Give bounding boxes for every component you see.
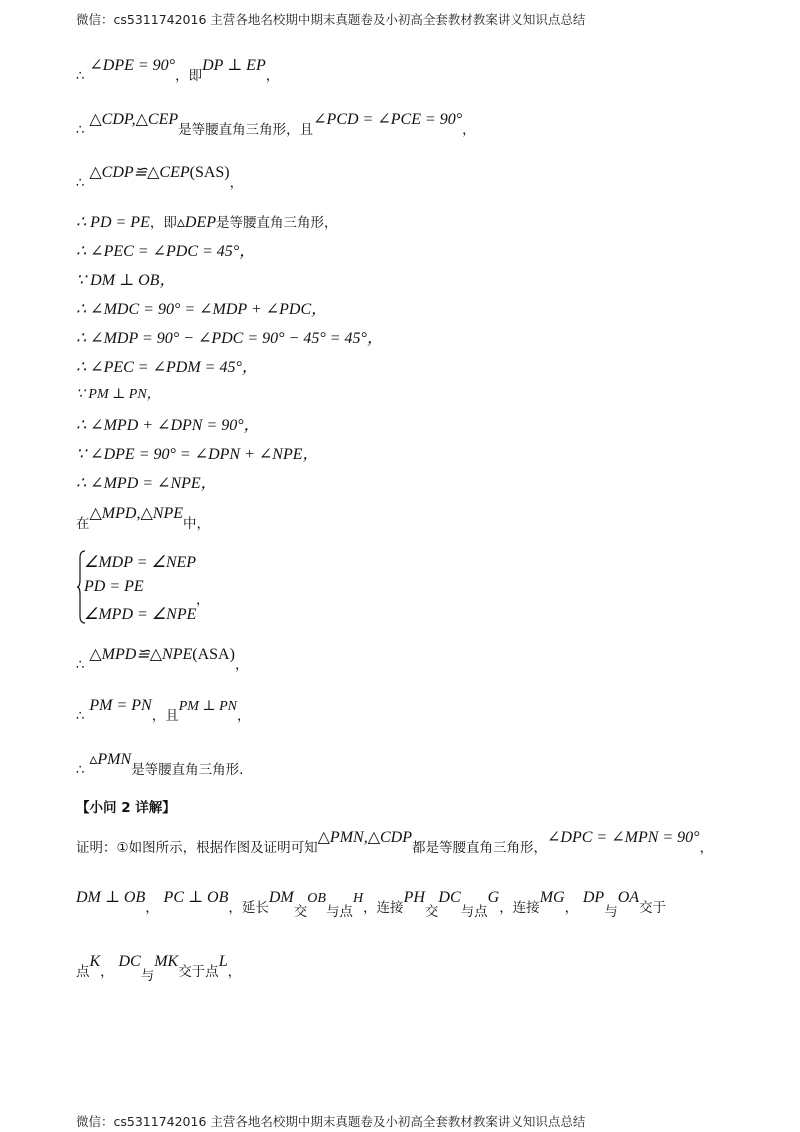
text: ， — [265, 68, 280, 84]
text: 与 — [140, 968, 155, 984]
text: 交于点 — [178, 964, 219, 980]
text: ， — [227, 964, 242, 980]
proof-line-16 — [76, 697, 251, 726]
text: 点 — [76, 964, 90, 980]
text: 中， — [182, 516, 210, 532]
math-expr: △PMN,△CDP — [317, 829, 412, 846]
text: 是等腰直角三角形，且 — [178, 122, 314, 138]
math-expr: ∴ PD = PE — [76, 214, 150, 231]
math-expr: ▵PMN — [89, 751, 132, 768]
proof-line-15 — [76, 646, 249, 674]
proof-line-17 — [76, 751, 244, 779]
text: 与点 — [460, 904, 488, 920]
math-expr: PC ⊥ OB — [163, 889, 229, 906]
math-expr: MG — [539, 889, 565, 906]
math-expr: PM = PN — [89, 697, 152, 714]
math-expr: △CDP≌△CEP — [89, 164, 190, 181]
para-line-1 — [76, 829, 714, 857]
math-expr: DC — [438, 889, 461, 906]
therefore-symbol: ∴ — [76, 122, 85, 138]
text: ， — [100, 964, 114, 980]
math-expr: DP ⊥ EP — [202, 57, 266, 74]
math-expr: PH — [403, 889, 425, 906]
therefore-symbol: ∴ — [76, 762, 85, 778]
section-heading: 【小问 2 详解】 — [76, 800, 176, 816]
text: 交 — [293, 904, 308, 920]
text: ， — [145, 900, 159, 916]
text: 与 — [604, 904, 618, 920]
proof-line-7: ∴ ∠MDC = 90° = ∠MDP + ∠PDC， — [76, 301, 328, 318]
math-expr: ∠DPC = ∠MPN = 90° — [547, 829, 700, 846]
math-expr: G — [487, 889, 500, 906]
text: ， — [564, 900, 579, 916]
text: 在 — [76, 516, 90, 532]
proof-line-4 — [76, 213, 338, 232]
math-expr: △MPD,△NPE — [89, 505, 183, 522]
text: 交 — [424, 904, 439, 920]
proof-line-5: ∴ ∠PEC = ∠PDC = 45°， — [76, 243, 256, 260]
proof-line-10: ∵ PM ⊥ PN， — [76, 387, 161, 402]
text: 证明：①如图所示，根据作图及证明可知 — [76, 840, 318, 856]
para-line-3 — [76, 953, 242, 984]
para-line-2 — [76, 889, 667, 920]
text: ，连接 — [363, 900, 404, 916]
therefore-symbol: ∴ — [76, 708, 85, 724]
therefore-symbol: ∴ — [76, 657, 85, 673]
math-expr: PM ⊥ PN — [178, 699, 237, 714]
math-expr: ∠DPE = 90° — [89, 57, 176, 74]
proof-line-13: ∴ ∠MPD = ∠NPE， — [76, 475, 217, 492]
math-expr: DP — [582, 889, 605, 906]
proof-line-1 — [76, 57, 280, 85]
text: ，且 — [151, 708, 179, 724]
math-expr: (SAS) — [189, 164, 230, 181]
math-expr: ∠PCD = ∠PCE = 90° — [313, 111, 463, 128]
text: 交于 — [639, 900, 667, 916]
math-expr: MK — [154, 953, 179, 970]
math-expr: DM ⊥ OB — [76, 889, 146, 906]
math-expr: DC — [118, 953, 141, 970]
proof-line-6: ∵ DM ⊥ OB， — [76, 272, 176, 289]
therefore-symbol: ∴ — [76, 68, 85, 84]
math-expr: △MPD≌△NPE — [89, 646, 193, 663]
math-expr: △CDP,△CEP — [89, 111, 179, 128]
text: ，延长 — [228, 900, 269, 916]
proof-line-8: ∴ ∠MDP = 90° − ∠PDC = 90° − 45° = 45°， — [76, 330, 383, 347]
math-expr: (ASA) — [192, 646, 235, 663]
math-expr: OA — [617, 889, 640, 906]
text: ， — [234, 657, 249, 673]
text: ， — [196, 592, 210, 608]
system-line-3: ∠MPD = ∠NPE — [84, 606, 197, 623]
text: ，即 — [175, 68, 203, 84]
proof-line-3 — [76, 164, 244, 192]
page-footer: 微信：cs5311742016 主营各地名校期中期末真题卷及小初高全套教材教案讲义知识点总结 — [76, 1114, 586, 1129]
equation-system — [76, 548, 376, 628]
proof-line-14 — [76, 505, 210, 533]
text: 是等腰直角三角形， — [216, 215, 338, 231]
math-expr: OB — [307, 891, 326, 906]
text: ， — [462, 122, 476, 138]
math-expr: DM — [268, 889, 294, 906]
math-expr: K — [89, 953, 101, 970]
text: 与点 — [325, 904, 353, 920]
text: ，连接 — [499, 900, 540, 916]
text: ， — [699, 840, 714, 856]
proof-line-11: ∴ ∠MPD + ∠DPN = 90°， — [76, 417, 260, 434]
system-line-1: ∠MDP = ∠NEP — [84, 554, 197, 571]
proof-line-12: ∵ ∠DPE = 90° = ∠DPN + ∠NPE， — [76, 446, 319, 463]
math-expr: L — [218, 953, 228, 970]
math-expr: ▵DEP — [176, 214, 216, 231]
text: ，即 — [149, 215, 177, 231]
proof-line-9: ∴ ∠PEC = ∠PDM = 45°， — [76, 359, 258, 376]
text: ， — [229, 175, 244, 191]
proof-line-2 — [76, 111, 476, 139]
math-expr: H — [352, 891, 364, 906]
text: 都是等腰直角三角形， — [412, 840, 547, 856]
therefore-symbol: ∴ — [76, 175, 85, 191]
text: 是等腰直角三角形. — [131, 762, 244, 778]
system-line-2: PD = PE — [84, 578, 144, 595]
text: ， — [237, 708, 251, 724]
page-header: 微信：cs5311742016 主营各地名校期中期末真题卷及小初高全套教材教案讲义知识点总结 — [76, 12, 586, 27]
